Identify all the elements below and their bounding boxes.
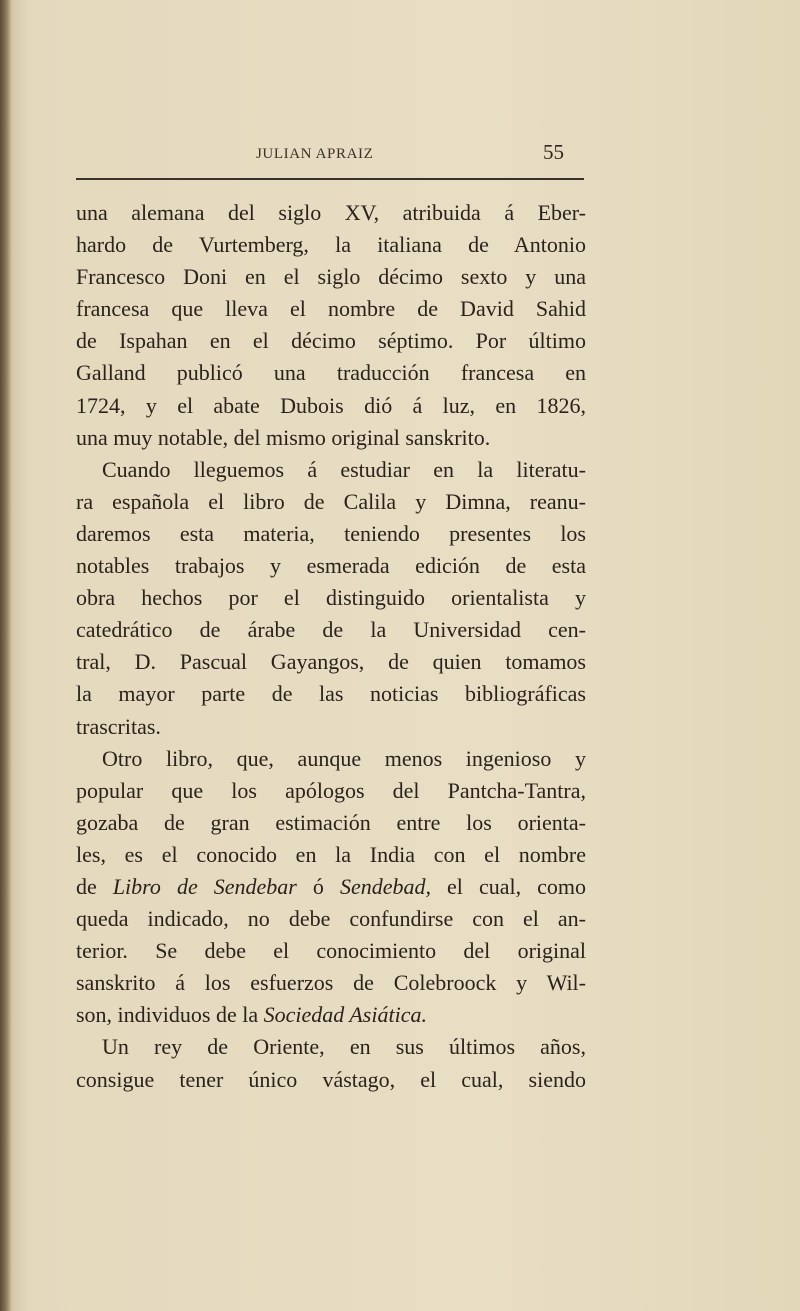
- text-line: una muy notable, del mismo original sanskrito.: [76, 424, 491, 450]
- text-line: Otro libro, que, aunque menos ingenioso y: [102, 745, 586, 771]
- text-line: de Ispahan en el décimo séptimo. Por último: [76, 328, 586, 354]
- book-spine-shadow: [0, 0, 12, 1311]
- text-line: popular que los apólogos del Pantcha-Tantra,: [76, 777, 586, 803]
- italic-title: Sociedad Asiática.: [263, 1002, 427, 1028]
- header-rule: [76, 178, 584, 180]
- text-line: la mayor parte de las noticias bibliográficas: [76, 681, 586, 707]
- page-number: 55: [543, 140, 564, 164]
- text-line: notables trabajos y esmerada edición de esta: [76, 553, 586, 579]
- text-line: gozaba de gran estimación entre los orienta-: [76, 809, 586, 835]
- text-line: Galland publicó una traducción francesa en: [76, 360, 586, 386]
- text-line: Cuando lleguemos á estudiar en la literatu-: [102, 456, 586, 482]
- text-line: tral, D. Pascual Gayangos, de quien tomamos: [76, 649, 586, 675]
- text-run: ó: [296, 873, 340, 899]
- text-line: sanskrito á los esfuerzos de Colebroock y Wil-: [76, 970, 586, 996]
- paragraph: [76, 743, 586, 1032]
- text-line: catedrático de árabe de la Universidad cen-: [76, 617, 586, 643]
- text-line: hardo de Vurtemberg, la italiana de Antonio: [76, 232, 586, 258]
- text-line: queda indicado, no debe confundirse con el an-: [76, 906, 586, 932]
- page-header: [76, 140, 588, 174]
- italic-title: Sendebad,: [339, 873, 431, 899]
- text-line: 1724, y el abate Dubois dió á luz, en 1826,: [76, 392, 586, 418]
- text-line: daremos esta materia, teniendo presentes los: [76, 520, 586, 546]
- text-line: Francesco Doni en el siglo décimo sexto y una: [76, 264, 586, 290]
- text-line: les, es el conocido en la India con el nombre: [76, 841, 586, 867]
- paragraph: [76, 454, 586, 743]
- text-line: [76, 871, 586, 903]
- text-run: el cual, como: [430, 873, 587, 899]
- text-line: Un rey de Oriente, en sus últimos años,: [102, 1034, 586, 1060]
- text-line: terior. Se debe el conocimiento del original: [76, 938, 586, 964]
- text-run: son, individuos de la: [76, 1002, 264, 1028]
- text-line: una alemana del siglo XV, atribuida á Eber-: [76, 200, 586, 225]
- text-line: consigue tener único vástago, el cual, siendo: [76, 1066, 586, 1092]
- body-text: [76, 197, 586, 1096]
- text-line: ra española el libro de Calila y Dimna, reanu-: [76, 488, 586, 514]
- paragraph: [76, 197, 586, 454]
- text-run: de: [76, 873, 113, 899]
- text-line: trascritas.: [76, 713, 161, 739]
- text-line: francesa que lleva el nombre de David Sahid: [76, 296, 586, 322]
- text-line: [76, 999, 586, 1031]
- italic-title: Libro de Sendebar: [112, 873, 297, 899]
- text-line: obra hechos por el distinguido orientalista y: [76, 585, 586, 611]
- running-head: JULIAN APRAIZ: [256, 146, 374, 162]
- paragraph: [76, 1031, 586, 1095]
